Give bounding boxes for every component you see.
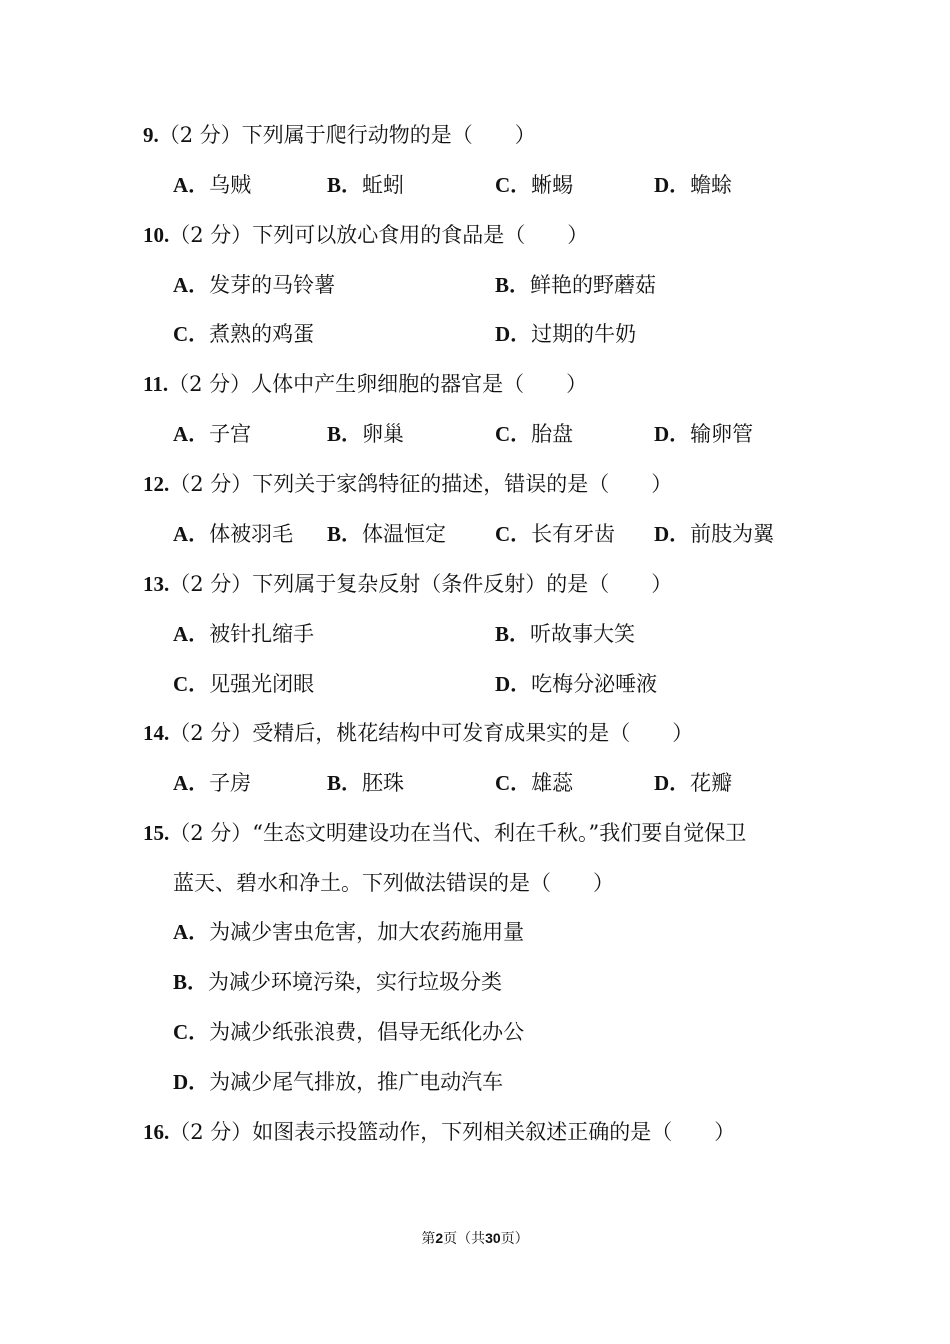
option-c: C．见强光闭眼 xyxy=(173,672,315,696)
option-b: B．体温恒定 xyxy=(327,522,447,546)
question-number: 11 xyxy=(143,372,163,396)
question-text: 下列属于复杂反射（条件反射）的是（ ） xyxy=(252,572,673,596)
option-b: B．听故事大笑 xyxy=(495,622,636,646)
option-c: C．为减少纸张浪费，倡导无纸化办公 xyxy=(173,1020,525,1044)
option-a: A．被针扎缩手 xyxy=(173,622,315,646)
question-score: （2 分） xyxy=(169,821,253,845)
question-number: 15 xyxy=(143,821,164,845)
question-text: 如图表示投篮动作，下列相关叙述正确的是（ ） xyxy=(252,1120,736,1144)
option-d: D．为减少尾气排放，推广电动汽车 xyxy=(173,1070,504,1094)
option-a: A．子房 xyxy=(173,771,252,795)
option-a: A．子宫 xyxy=(173,422,252,446)
question-9: 9.（2 分）下列属于爬行动物的是（ ） xyxy=(143,123,536,147)
question-12: 12.（2 分）下列关于家鸽特征的描述，错误的是（ ） xyxy=(143,472,673,496)
question-number: 13 xyxy=(143,572,164,596)
question-text: 人体中产生卵细胞的器官是（ ） xyxy=(251,372,588,396)
question-14: 14.（2 分）受精后，桃花结构中可发育成果实的是（ ） xyxy=(143,721,694,745)
question-score: （2 分） xyxy=(169,223,253,247)
question-text: “生态文明建设功在当代、利在千秋。”我们要自觉保卫 xyxy=(252,821,747,845)
question-16: 16.（2 分）如图表示投篮动作，下列相关叙述正确的是（ ） xyxy=(143,1120,736,1144)
question-number: 9 xyxy=(143,123,154,147)
option-a: A．体被羽毛 xyxy=(173,522,294,546)
option-a: A．发芽的马铃薯 xyxy=(173,273,336,297)
question-score: （2 分） xyxy=(158,123,242,147)
question-13: 13.（2 分）下列属于复杂反射（条件反射）的是（ ） xyxy=(143,572,673,596)
option-c: C．胎盘 xyxy=(495,422,574,446)
page-number: 2 xyxy=(435,1230,444,1246)
question-number: 14 xyxy=(143,721,164,745)
question-text: 下列关于家鸽特征的描述，错误的是（ ） xyxy=(252,472,673,496)
total-pages: 30 xyxy=(485,1230,501,1246)
question-score: （2 分） xyxy=(169,572,253,596)
question-11: 11.（2 分）人体中产生卵细胞的器官是（ ） xyxy=(143,372,588,396)
option-b: B．蚯蚓 xyxy=(327,173,405,197)
option-a: A．乌贼 xyxy=(173,173,252,197)
question-score: （2 分） xyxy=(169,472,253,496)
question-text: 下列可以放心食用的食品是（ ） xyxy=(252,223,589,247)
page-footer: 第2页（共30页） xyxy=(421,1230,529,1247)
question-text: 受精后，桃花结构中可发育成果实的是（ ） xyxy=(252,721,694,745)
option-a: A．为减少害虫危害，加大农药施用量 xyxy=(173,920,525,944)
option-c: C．长有牙齿 xyxy=(495,522,616,546)
option-d: D．过期的牛奶 xyxy=(495,322,637,346)
question-15: 15.（2 分）“生态文明建设功在当代、利在千秋。”我们要自觉保卫 xyxy=(143,821,747,845)
option-d: D．输卵管 xyxy=(654,422,754,446)
option-b: B．胚珠 xyxy=(327,771,405,795)
question-number: 10 xyxy=(143,223,164,247)
option-d: D．前肢为翼 xyxy=(654,522,775,546)
question-number: 16 xyxy=(143,1120,164,1144)
question-10: 10.（2 分）下列可以放心食用的食品是（ ） xyxy=(143,223,589,247)
option-d: D．蟾蜍 xyxy=(654,173,733,197)
question-score: （2 分） xyxy=(169,1120,253,1144)
question-text: 下列属于爬行动物的是（ ） xyxy=(241,123,536,147)
option-b: B．卵巢 xyxy=(327,422,405,446)
option-b: B．为减少环境污染，实行垃圾分类 xyxy=(173,970,503,994)
question-score: （2 分） xyxy=(168,372,252,396)
option-c: C．煮熟的鸡蛋 xyxy=(173,322,315,346)
option-c: C．蜥蜴 xyxy=(495,173,574,197)
option-d: D．吃梅分泌唾液 xyxy=(495,672,658,696)
option-c: C．雄蕊 xyxy=(495,771,574,795)
question-score: （2 分） xyxy=(169,721,253,745)
option-d: D．花瓣 xyxy=(654,771,733,795)
option-b: B．鲜艳的野蘑菇 xyxy=(495,273,657,297)
question-number: 12 xyxy=(143,472,164,496)
question-text-continued: 蓝天、碧水和净土。下列做法错误的是（ ） xyxy=(173,871,614,895)
